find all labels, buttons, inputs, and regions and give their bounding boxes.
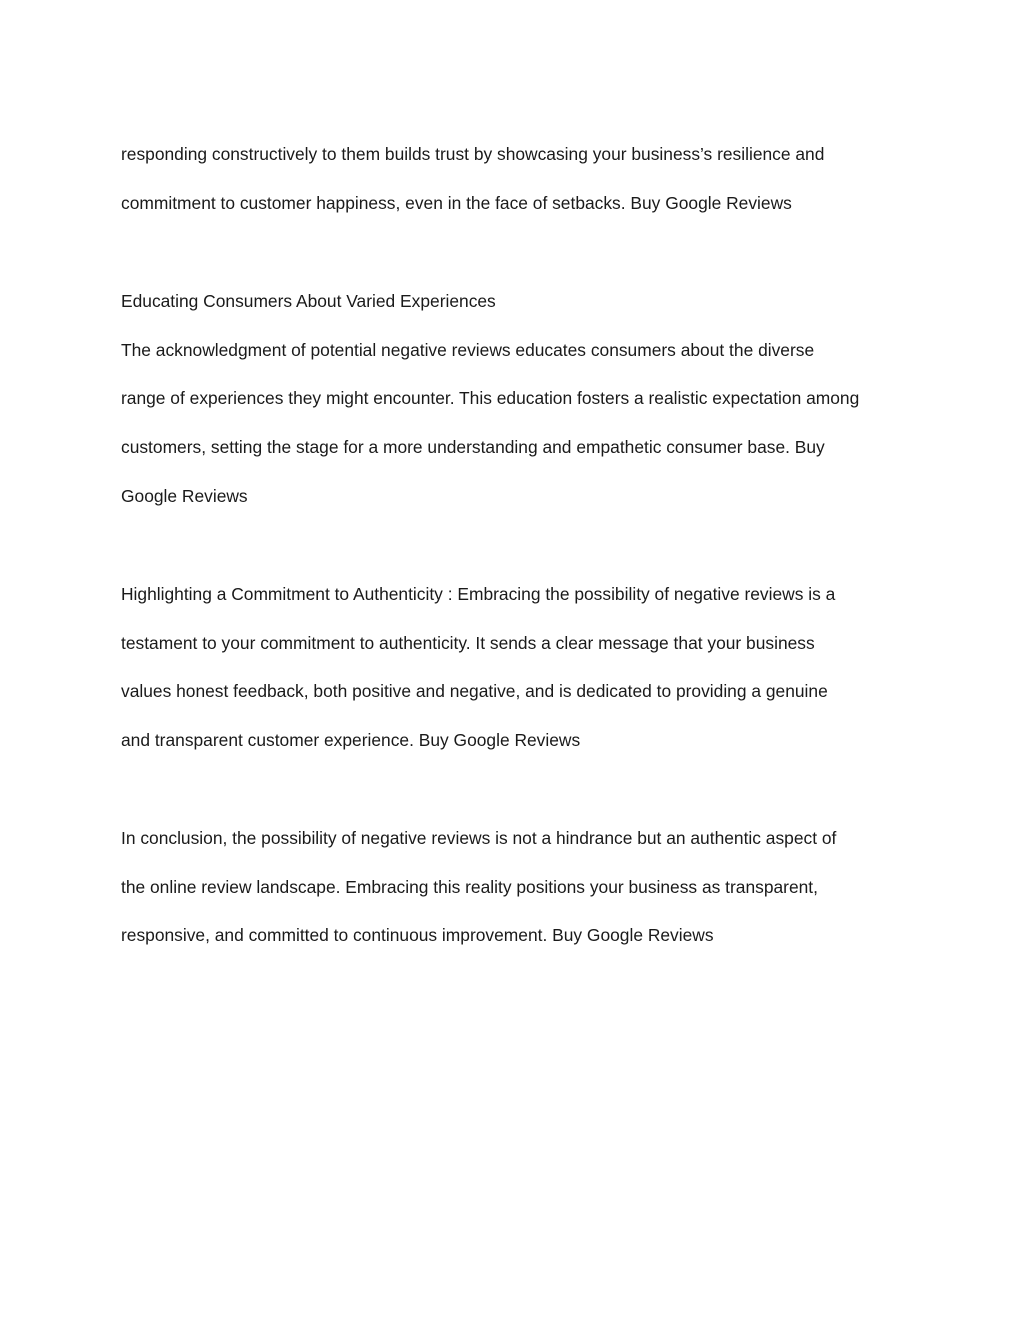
text-line: responsive, and committed to continuous improvement. Buy Google Reviews bbox=[121, 925, 714, 946]
paragraph-educating-consumers bbox=[121, 264, 911, 532]
text-line: Highlighting a Commitment to Authenticity : Embracing the possibility of negative reviews is a bbox=[121, 583, 836, 604]
text-line: range of experiences they might encounter. This education fosters a realistic expectation among bbox=[121, 388, 860, 409]
text-line: The acknowledgment of potential negative reviews educates consumers about the diverse bbox=[121, 339, 815, 360]
paragraph-conclusion bbox=[121, 801, 911, 972]
section-heading: Educating Consumers About Varied Experiences bbox=[121, 290, 496, 311]
text-line: commitment to customer happiness, even in the face of setbacks. Buy Google Reviews bbox=[121, 193, 792, 214]
text-line: In conclusion, the possibility of negative reviews is not a hindrance but an authentic aspect of bbox=[121, 827, 837, 848]
text-line: Google Reviews bbox=[121, 486, 248, 507]
text-line: responding constructively to them builds trust by showcasing your business’s resilience and bbox=[121, 144, 825, 165]
text-line: and transparent customer experience. Buy Google Reviews bbox=[121, 730, 581, 751]
text-line: values honest feedback, both positive and negative, and is dedicated to providing a genuine bbox=[121, 681, 828, 702]
text-line: testament to your commitment to authenticity. It sends a clear message that your business bbox=[121, 632, 815, 653]
document-body bbox=[121, 118, 911, 997]
text-line: the online review landscape. Embracing this reality positions your business as transparent, bbox=[121, 876, 818, 897]
paragraph-authenticity bbox=[121, 557, 911, 777]
paragraph-trust bbox=[121, 118, 911, 240]
text-line: customers, setting the stage for a more understanding and empathetic consumer base. Buy bbox=[121, 437, 825, 458]
